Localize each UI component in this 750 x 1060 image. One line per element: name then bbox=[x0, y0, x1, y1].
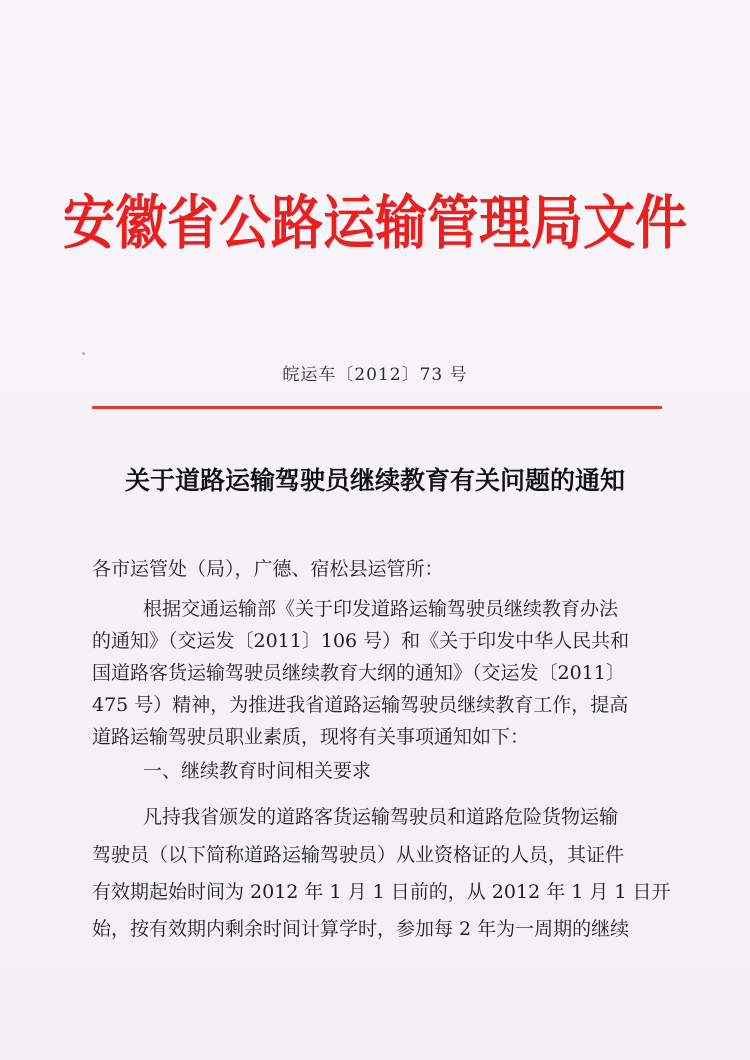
body-line: 国道路客货运输驾驶员继续教育大纲的通知》（交运发〔2011〕 bbox=[92, 662, 625, 684]
red-divider-line bbox=[92, 406, 662, 409]
document-number: 皖运车〔2012〕73 号 bbox=[282, 365, 468, 385]
document-header-title: 安徽省公路运输管理局文件 bbox=[62, 190, 687, 258]
body-line: 始，按有效期内剩余时间计算学时，参加每 2 年为一周期的继续 bbox=[92, 918, 630, 940]
body-line: 驾驶员（以下简称道路运输驾驶员）从业资格证的人员，其证件 bbox=[92, 844, 625, 866]
body-line: 道路运输驾驶员职业素质，现将有关事项通知如下： bbox=[92, 726, 530, 748]
body-line: 根据交通运输部《关于印发道路运输驾驶员继续教育办法 bbox=[143, 598, 619, 620]
body-line: 有效期起始时间为 2012 年 1 月 1 日前的，从 2012 年 1 月 1 日开 bbox=[92, 881, 671, 903]
body-line: 的通知》（交运发〔2011〕106 号）和《关于印发中华人民共和 bbox=[92, 630, 630, 652]
body-line: 凡持我省颁发的道路客货运输驾驶员和道路危险货物运输 bbox=[143, 806, 619, 828]
notice-title: 关于道路运输驾驶员继续教育有关问题的通知 bbox=[124, 466, 625, 495]
body-line-salutation: 各市运管处（局），广德、宿松县运管所： bbox=[92, 558, 444, 580]
section-heading: 一、继续教育时间相关要求 bbox=[143, 760, 372, 782]
body-line: 475 号）精神，为推进我省道路运输驾驶员继续教育工作，提高 bbox=[92, 694, 629, 716]
paper-speck bbox=[82, 352, 85, 355]
